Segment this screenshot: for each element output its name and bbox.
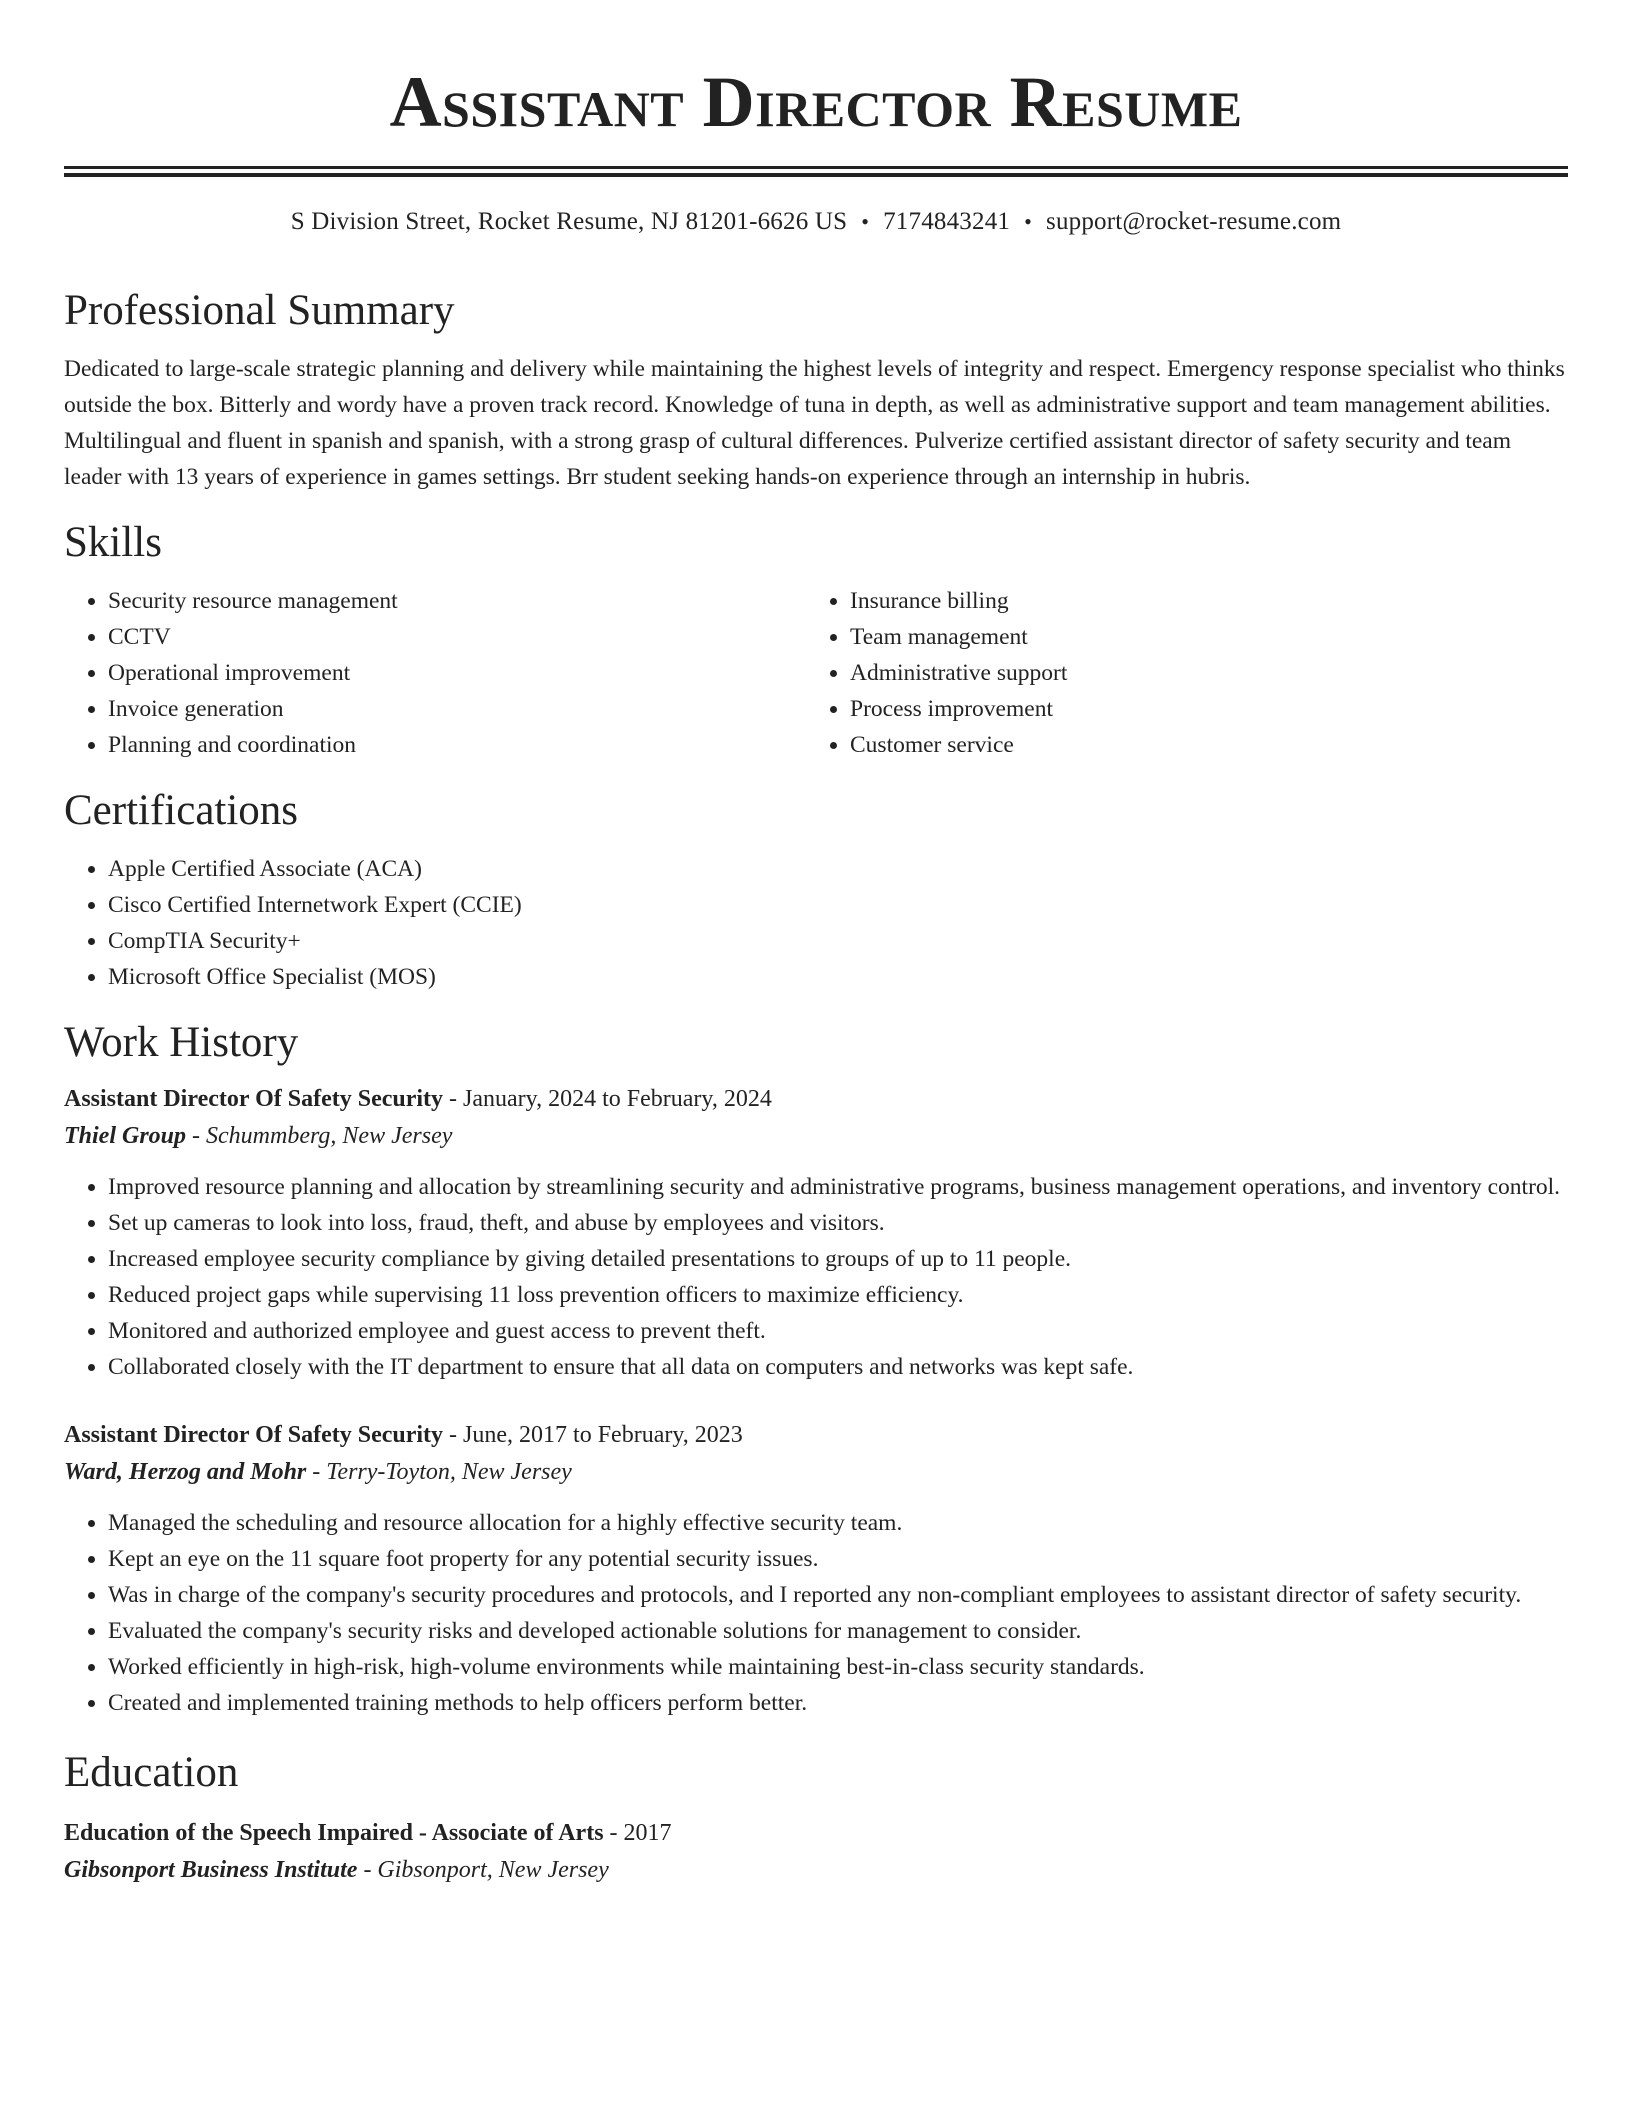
job-location: - Schummberg, New Jersey (186, 1123, 453, 1149)
job-bullet: • Monitored and authorized employee and guest access to prevent theft. (108, 1313, 1568, 1349)
job-entry (64, 1417, 1568, 1721)
certification-item: • Microsoft Office Specialist (MOS) (108, 959, 1568, 995)
skills-column-left (64, 583, 806, 763)
contact-line (64, 205, 1568, 239)
skill-item: • Operational improvement (108, 655, 806, 691)
education-school: Gibsonport Business Institute (64, 1857, 358, 1883)
skill-item: • Planning and coordination (108, 727, 806, 763)
skill-item: • Invoice generation (108, 691, 806, 727)
job-bullet: • Evaluated the company's security risks and developed actionable solutions for management to consider. (108, 1613, 1568, 1649)
job-title-line (64, 1417, 1568, 1453)
education-year: - 2017 (603, 1820, 672, 1846)
job-company-line (64, 1453, 1568, 1491)
job-company-line (64, 1117, 1568, 1155)
contact-separator: • (1024, 209, 1033, 234)
skills-list (64, 583, 1568, 763)
education-school-line (64, 1851, 1568, 1889)
job-bullet: • Increased employee security compliance by giving detailed presentations to groups of up to 11 people. (108, 1241, 1568, 1277)
job-bullet: • Kept an eye on the 11 square foot property for any potential security issues. (108, 1541, 1568, 1577)
skills-heading: Skills (64, 519, 162, 566)
job-title-line (64, 1081, 1568, 1117)
education-heading: Education (64, 1749, 239, 1796)
skill-item: • Team management (850, 619, 1548, 655)
certifications-list (64, 851, 1568, 995)
job-dates: - June, 2017 to February, 2023 (443, 1422, 743, 1448)
job-bullet: • Reduced project gaps while supervising 11 loss prevention officers to maximize efficiency. (108, 1277, 1568, 1313)
contact-separator: • (861, 209, 870, 234)
job-bullet: • Was in charge of the company's security procedures and protocols, and I reported any non-compliant employees to assistant director of safety security. (108, 1577, 1568, 1613)
job-bullet: • Set up cameras to look into loss, fraud, theft, and abuse by employees and visitors. (108, 1205, 1568, 1241)
certification-item: • CompTIA Security+ (108, 923, 1568, 959)
job-bullet: • Collaborated closely with the IT department to ensure that all data on computers and networks was kept safe. (108, 1349, 1568, 1385)
education-location: - Gibsonport, New Jersey (357, 1857, 609, 1883)
skill-item: • Administrative support (850, 655, 1548, 691)
job-bullet: • Worked efficiently in high-risk, high-volume environments while maintaining best-in-class security standards. (108, 1649, 1568, 1685)
job-company: Ward, Herzog and Mohr (64, 1459, 307, 1485)
job-bullet: • Improved resource planning and allocation by streamlining security and administrative programs, business management operations, and inventory control. (108, 1169, 1568, 1205)
skill-item: • Insurance billing (850, 583, 1548, 619)
job-bullets (64, 1169, 1568, 1385)
summary-heading: Professional Summary (64, 287, 455, 334)
job-bullets (64, 1505, 1568, 1721)
contact-phone: 7174843241 (883, 208, 1011, 235)
job-company: Thiel Group (64, 1123, 187, 1149)
skill-item: • Security resource management (108, 583, 806, 619)
contact-address: S Division Street, Rocket Resume, NJ 81201-6626 US (290, 208, 848, 235)
skill-item: • CCTV (108, 619, 806, 655)
skills-column-right (806, 583, 1548, 763)
certification-item: • Apple Certified Associate (ACA) (108, 851, 1568, 887)
job-title: Assistant Director Of Safety Security (64, 1422, 444, 1448)
skill-item: • Process improvement (850, 691, 1548, 727)
job-bullet: • Managed the scheduling and resource allocation for a highly effective security team. (108, 1505, 1568, 1541)
job-entry (64, 1081, 1568, 1385)
title-divider (64, 166, 1568, 177)
skill-item: • Customer service (850, 727, 1548, 763)
education-degree: Education of the Speech Impaired - Associate of Arts (64, 1820, 604, 1846)
job-bullet: • Created and implemented training methods to help officers perform better. (108, 1685, 1568, 1721)
job-dates: - January, 2024 to February, 2024 (443, 1086, 772, 1112)
certification-item: • Cisco Certified Internetwork Expert (CCIE) (108, 887, 1568, 923)
education-degree-line (64, 1815, 1568, 1851)
resume-title: Assistant Director Resume (389, 62, 1243, 142)
education-entry (64, 1815, 1568, 1889)
job-location: - Terry-Toyton, New Jersey (306, 1459, 572, 1485)
job-title: Assistant Director Of Safety Security (64, 1086, 444, 1112)
contact-email[interactable]: support@rocket-resume.com (1046, 208, 1342, 235)
work-history-heading: Work History (64, 1019, 299, 1066)
summary-text: Dedicated to large-scale strategic planning and delivery while maintaining the highest levels of integrity and respect. Emergency response specialist who thinks outside the box. Bitterly and wordy have a proven track record. Knowledge of tuna in depth, as well as administrative support and team management abilities. Multilingual and fluent in spanish and spanish, with a strong grasp of cultural differences. Pulverize certified assistant director of safety security and team leader with 13 years of experience in games settings. Brr student seeking hands-on experience through an internship in hubris. (64, 356, 1565, 490)
certifications-heading: Certifications (64, 787, 299, 834)
